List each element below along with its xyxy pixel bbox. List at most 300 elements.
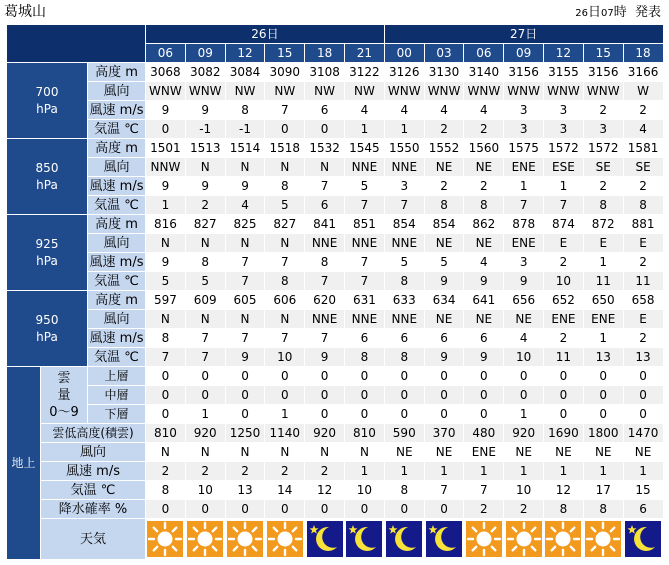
value-cell: 0 xyxy=(345,367,385,386)
cloud-upper-row xyxy=(7,367,664,386)
value-cell: 605 xyxy=(225,291,265,310)
value-cell: NNE xyxy=(305,310,345,329)
issued-time xyxy=(575,5,661,22)
wind-direction-row xyxy=(7,158,664,177)
value-cell: 1 xyxy=(544,462,584,481)
value-cell: 4 xyxy=(345,101,385,120)
value-cell: NE xyxy=(464,310,504,329)
value-cell: 9 xyxy=(424,272,464,291)
value-cell: 633 xyxy=(384,291,424,310)
value-cell: N xyxy=(185,310,225,329)
value-cell: 13 xyxy=(583,348,623,367)
sun-icon xyxy=(506,521,542,557)
value-cell: 2 xyxy=(623,329,663,348)
hour-header: 12 xyxy=(544,44,584,63)
value-cell: 3068 xyxy=(146,63,186,82)
row-label: 高度 m xyxy=(88,63,146,82)
hour-header: 18 xyxy=(623,44,663,63)
value-cell: 658 xyxy=(623,291,663,310)
temperature-row xyxy=(7,348,664,367)
value-cell: 3126 xyxy=(384,63,424,82)
value-cell: 13 xyxy=(623,348,663,367)
row-label: 風速 m/s xyxy=(88,253,146,272)
temperature-row xyxy=(7,120,664,139)
value-cell: 1 xyxy=(345,120,385,139)
value-cell: 2 xyxy=(464,177,504,196)
row-label: 気温 ℃ xyxy=(88,120,146,139)
value-cell: E xyxy=(623,234,663,253)
cloud-lower-row xyxy=(7,405,664,424)
value-cell: 0 xyxy=(265,120,305,139)
value-cell: 2 xyxy=(623,177,663,196)
value-cell: 6 xyxy=(623,500,663,519)
pressure-level-value: 925 xyxy=(35,236,59,251)
value-cell: 1552 xyxy=(424,139,464,158)
cloud-label-line: 雲 xyxy=(57,370,71,386)
value-cell: 0 xyxy=(305,367,345,386)
value-cell: 1545 xyxy=(345,139,385,158)
value-cell: 1140 xyxy=(265,424,305,443)
value-cell: 634 xyxy=(424,291,464,310)
value-cell: 3 xyxy=(544,101,584,120)
value-cell: 3155 xyxy=(544,63,584,82)
day-header: 26日 xyxy=(146,25,385,44)
value-cell: 2 xyxy=(225,462,265,481)
value-cell: 0 xyxy=(623,405,663,424)
value-cell: 0 xyxy=(146,500,186,519)
value-cell: NW xyxy=(305,82,345,101)
value-cell: 0 xyxy=(185,500,225,519)
value-cell: 11 xyxy=(623,272,663,291)
value-cell: WNW xyxy=(544,82,584,101)
value-cell: 9 xyxy=(146,101,186,120)
value-cell: 3 xyxy=(504,120,544,139)
value-cell: 2 xyxy=(146,462,186,481)
value-cell: WNW xyxy=(464,82,504,101)
value-cell: SE xyxy=(583,158,623,177)
wind-direction-row xyxy=(7,82,664,101)
moon-icon xyxy=(426,521,462,557)
value-cell: 0 xyxy=(504,367,544,386)
value-cell: 1250 xyxy=(225,424,265,443)
value-cell: 1 xyxy=(185,405,225,424)
value-cell: 854 xyxy=(384,215,424,234)
moon-icon xyxy=(386,521,422,557)
row-label: 風速 m/s xyxy=(88,101,146,120)
value-cell: 1 xyxy=(583,462,623,481)
pressure-level xyxy=(7,215,88,291)
value-cell: 0 xyxy=(424,405,464,424)
value-cell: NW xyxy=(225,82,265,101)
value-cell: 4 xyxy=(424,101,464,120)
value-cell: 7 xyxy=(225,272,265,291)
value-cell: N xyxy=(305,158,345,177)
value-cell: 3 xyxy=(544,120,584,139)
value-cell: 7 xyxy=(265,253,305,272)
hour-header: 15 xyxy=(583,44,623,63)
value-cell: 0 xyxy=(544,405,584,424)
surface-wind-direction-row xyxy=(7,443,664,462)
value-cell: 3 xyxy=(504,101,544,120)
value-cell: 9 xyxy=(146,253,186,272)
value-cell: ENE xyxy=(464,443,504,462)
value-cell: 3 xyxy=(504,253,544,272)
value-cell: 609 xyxy=(185,291,225,310)
value-cell: 810 xyxy=(345,424,385,443)
value-cell: 8 xyxy=(305,253,345,272)
value-cell: 0 xyxy=(544,367,584,386)
hour-header: 03 xyxy=(424,44,464,63)
value-cell: 0 xyxy=(305,500,345,519)
value-cell: 9 xyxy=(185,101,225,120)
weather-cell xyxy=(384,519,424,560)
value-cell: 7 xyxy=(504,196,544,215)
value-cell: ENE xyxy=(504,234,544,253)
value-cell: 0 xyxy=(623,367,663,386)
value-cell: NE xyxy=(623,443,663,462)
value-cell: NW xyxy=(265,82,305,101)
value-cell: 7 xyxy=(185,329,225,348)
row-label: 風速 m/s xyxy=(88,177,146,196)
row-label: 天気 xyxy=(41,519,146,560)
value-cell: 9 xyxy=(225,177,265,196)
hour-header: 06 xyxy=(464,44,504,63)
value-cell: N xyxy=(265,234,305,253)
value-cell: -1 xyxy=(185,120,225,139)
value-cell: 6 xyxy=(384,329,424,348)
value-cell: 0 xyxy=(623,386,663,405)
day-header: 27日 xyxy=(384,25,663,44)
value-cell: 0 xyxy=(345,386,385,405)
value-cell: 0 xyxy=(424,500,464,519)
value-cell: N xyxy=(265,158,305,177)
row-label: 中層 xyxy=(88,386,146,405)
value-cell: 7 xyxy=(544,196,584,215)
value-cell: 10 xyxy=(345,481,385,500)
value-cell: 0 xyxy=(384,500,424,519)
value-cell: 0 xyxy=(583,367,623,386)
value-cell: NE xyxy=(424,310,464,329)
height-row xyxy=(7,215,664,234)
value-cell: 920 xyxy=(504,424,544,443)
issued-label: 発表 xyxy=(634,5,661,20)
value-cell: NNE xyxy=(384,310,424,329)
value-cell: N xyxy=(185,443,225,462)
value-cell: N xyxy=(305,443,345,462)
value-cell: 1 xyxy=(583,329,623,348)
value-cell: NE xyxy=(583,443,623,462)
moon-icon xyxy=(625,521,661,557)
temperature-row xyxy=(7,196,664,215)
value-cell: 3084 xyxy=(225,63,265,82)
value-cell: N xyxy=(146,443,186,462)
value-cell: W xyxy=(623,82,663,101)
height-row xyxy=(7,139,664,158)
value-cell: NNE xyxy=(305,234,345,253)
sun-icon xyxy=(585,521,621,557)
hour-header: 06 xyxy=(146,44,186,63)
value-cell: 3 xyxy=(384,177,424,196)
value-cell: 9 xyxy=(185,177,225,196)
pressure-level-value: 700 xyxy=(35,84,59,99)
value-cell: WNW xyxy=(504,82,544,101)
value-cell: 7 xyxy=(345,272,385,291)
value-cell: NNE xyxy=(345,234,385,253)
value-cell: 6 xyxy=(305,101,345,120)
value-cell: 5 xyxy=(384,253,424,272)
value-cell: E xyxy=(623,310,663,329)
weather-cell xyxy=(544,519,584,560)
value-cell: 0 xyxy=(225,405,265,424)
wind-direction-row xyxy=(7,234,664,253)
value-cell: 2 xyxy=(583,177,623,196)
value-cell: 10 xyxy=(544,272,584,291)
value-cell: 8 xyxy=(424,196,464,215)
value-cell: 874 xyxy=(544,215,584,234)
value-cell: 854 xyxy=(424,215,464,234)
value-cell: 1 xyxy=(623,462,663,481)
value-cell: 7 xyxy=(464,481,504,500)
pressure-level-unit: hPa xyxy=(36,253,58,268)
value-cell: 878 xyxy=(504,215,544,234)
value-cell: E xyxy=(544,234,584,253)
surface-temperature-row xyxy=(7,481,664,500)
value-cell: 9 xyxy=(424,348,464,367)
value-cell: 3156 xyxy=(504,63,544,82)
value-cell: 2 xyxy=(424,120,464,139)
value-cell: 0 xyxy=(225,500,265,519)
row-label: 気温 ℃ xyxy=(88,196,146,215)
value-cell: 2 xyxy=(504,500,544,519)
value-cell: 0 xyxy=(265,367,305,386)
value-cell: 2 xyxy=(185,462,225,481)
cloud-middle-row xyxy=(7,386,664,405)
value-cell: 1 xyxy=(384,120,424,139)
value-cell: 9 xyxy=(464,272,504,291)
value-cell: 8 xyxy=(345,348,385,367)
value-cell: 10 xyxy=(265,348,305,367)
value-cell: 9 xyxy=(464,348,504,367)
issued-hour-unit: 時 xyxy=(613,5,627,20)
value-cell: 1 xyxy=(146,196,186,215)
weather-cell xyxy=(345,519,385,560)
value-cell: 5 xyxy=(185,272,225,291)
value-cell: N xyxy=(146,310,186,329)
row-label: 風向 xyxy=(88,310,146,329)
value-cell: 0 xyxy=(146,386,186,405)
sun-icon xyxy=(267,521,303,557)
wind-speed-row xyxy=(7,253,664,272)
value-cell: 8 xyxy=(146,329,186,348)
row-label: 上層 xyxy=(88,367,146,386)
value-cell: NNE xyxy=(345,310,385,329)
issued-day: 26 xyxy=(575,8,588,19)
value-cell: 0 xyxy=(265,500,305,519)
value-cell: 2 xyxy=(544,253,584,272)
value-cell: 12 xyxy=(305,481,345,500)
weather-cell xyxy=(305,519,345,560)
value-cell: 1 xyxy=(424,462,464,481)
value-cell: 1513 xyxy=(185,139,225,158)
value-cell: 590 xyxy=(384,424,424,443)
weather-cell xyxy=(146,519,186,560)
value-cell: WNW xyxy=(424,82,464,101)
value-cell: NE xyxy=(504,443,544,462)
value-cell: 827 xyxy=(265,215,305,234)
value-cell: 11 xyxy=(583,272,623,291)
value-cell: 7 xyxy=(146,348,186,367)
value-cell: 2 xyxy=(464,500,504,519)
value-cell: 1 xyxy=(464,462,504,481)
value-cell: 0 xyxy=(384,367,424,386)
value-cell: 851 xyxy=(345,215,385,234)
value-cell: 3108 xyxy=(305,63,345,82)
value-cell: 14 xyxy=(265,481,305,500)
value-cell: 3122 xyxy=(345,63,385,82)
value-cell: 6 xyxy=(424,329,464,348)
weather-cell xyxy=(504,519,544,560)
value-cell: 597 xyxy=(146,291,186,310)
row-label: 風向 xyxy=(88,158,146,177)
value-cell: 5 xyxy=(265,196,305,215)
value-cell: 0 xyxy=(384,405,424,424)
cloud-ceiling-row xyxy=(7,424,664,443)
value-cell: 7 xyxy=(345,196,385,215)
value-cell: 2 xyxy=(424,177,464,196)
value-cell: N xyxy=(225,310,265,329)
value-cell: 825 xyxy=(225,215,265,234)
value-cell: 1 xyxy=(583,253,623,272)
value-cell: 8 xyxy=(265,272,305,291)
value-cell: 1 xyxy=(504,462,544,481)
row-label: 風速 m/s xyxy=(41,462,146,481)
hour-header: 15 xyxy=(265,44,305,63)
value-cell: 1 xyxy=(384,462,424,481)
row-label: 気温 ℃ xyxy=(88,348,146,367)
value-cell: 370 xyxy=(424,424,464,443)
row-label: 風向 xyxy=(88,82,146,101)
value-cell: NNE xyxy=(384,234,424,253)
value-cell: 3140 xyxy=(464,63,504,82)
cloud-label-range: 0～9 xyxy=(49,404,79,420)
value-cell: 920 xyxy=(305,424,345,443)
value-cell: 2 xyxy=(265,462,305,481)
pressure-level xyxy=(7,63,88,139)
height-row xyxy=(7,291,664,310)
value-cell: 862 xyxy=(464,215,504,234)
value-cell: 4 xyxy=(623,120,663,139)
hour-header: 12 xyxy=(225,44,265,63)
value-cell: 1690 xyxy=(544,424,584,443)
value-cell: 9 xyxy=(504,272,544,291)
row-label: 雲低高度(積雲) xyxy=(41,424,146,443)
value-cell: 7 xyxy=(345,253,385,272)
pressure-level-unit: hPa xyxy=(36,101,58,116)
height-row xyxy=(7,63,664,82)
temperature-row xyxy=(7,272,664,291)
wind-speed-row xyxy=(7,177,664,196)
value-cell: 1532 xyxy=(305,139,345,158)
value-cell: 2 xyxy=(185,196,225,215)
day-header-row xyxy=(7,25,664,44)
value-cell: 3082 xyxy=(185,63,225,82)
value-cell: 4 xyxy=(225,196,265,215)
value-cell: 7 xyxy=(185,348,225,367)
row-label: 風向 xyxy=(41,443,146,462)
value-cell: 3090 xyxy=(265,63,305,82)
value-cell: N xyxy=(265,443,305,462)
value-cell: N xyxy=(225,158,265,177)
value-cell: E xyxy=(583,234,623,253)
value-cell: NE xyxy=(544,443,584,462)
value-cell: 0 xyxy=(583,386,623,405)
value-cell: 9 xyxy=(146,177,186,196)
value-cell: 12 xyxy=(544,481,584,500)
row-label: 高度 m xyxy=(88,215,146,234)
row-label: 風向 xyxy=(88,234,146,253)
surface-label: 地上 xyxy=(7,367,41,560)
value-cell: 656 xyxy=(504,291,544,310)
value-cell: 1550 xyxy=(384,139,424,158)
value-cell: NE xyxy=(504,310,544,329)
value-cell: 0 xyxy=(305,120,345,139)
value-cell: 6 xyxy=(464,329,504,348)
cloud-amount-label xyxy=(41,367,88,424)
hour-header: 09 xyxy=(185,44,225,63)
value-cell: ENE xyxy=(583,310,623,329)
value-cell: 841 xyxy=(305,215,345,234)
sun-icon xyxy=(227,521,263,557)
value-cell: 2 xyxy=(623,101,663,120)
value-cell: 1560 xyxy=(464,139,504,158)
row-label: 降水確率 % xyxy=(41,500,146,519)
value-cell: 1 xyxy=(544,177,584,196)
value-cell: 3166 xyxy=(623,63,663,82)
value-cell: 0 xyxy=(305,386,345,405)
sun-icon xyxy=(466,521,502,557)
value-cell: 0 xyxy=(464,386,504,405)
value-cell: 1572 xyxy=(583,139,623,158)
value-cell: NNE xyxy=(345,158,385,177)
issued-day-unit: 日 xyxy=(587,5,601,20)
precipitation-row xyxy=(7,500,664,519)
pressure-level xyxy=(7,291,88,367)
weather-cell xyxy=(623,519,663,560)
value-cell: 8 xyxy=(384,348,424,367)
pressure-level xyxy=(7,139,88,215)
value-cell: 0 xyxy=(225,367,265,386)
table-corner xyxy=(7,25,146,63)
value-cell: 641 xyxy=(464,291,504,310)
value-cell: 13 xyxy=(225,481,265,500)
value-cell: 0 xyxy=(583,405,623,424)
value-cell: 8 xyxy=(583,500,623,519)
value-cell: 1501 xyxy=(146,139,186,158)
value-cell: 620 xyxy=(305,291,345,310)
value-cell: N xyxy=(185,234,225,253)
value-cell: 4 xyxy=(464,101,504,120)
value-cell: 6 xyxy=(305,196,345,215)
value-cell: 8 xyxy=(384,481,424,500)
value-cell: 480 xyxy=(464,424,504,443)
value-cell: 1 xyxy=(265,405,305,424)
value-cell: NE xyxy=(384,443,424,462)
value-cell: 606 xyxy=(265,291,305,310)
value-cell: N xyxy=(185,158,225,177)
value-cell: 8 xyxy=(544,500,584,519)
sun-icon xyxy=(545,521,581,557)
value-cell: SE xyxy=(623,158,663,177)
